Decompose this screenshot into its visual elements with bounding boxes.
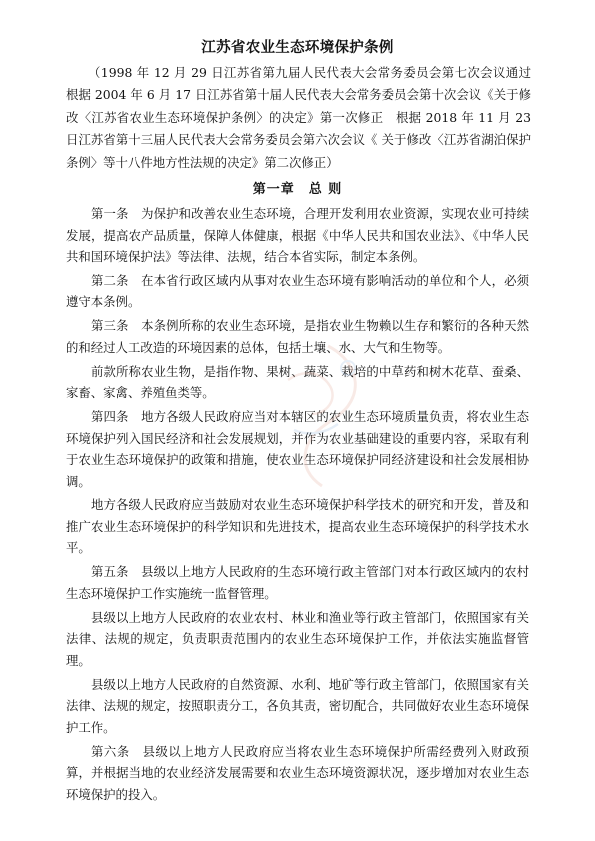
article-3: 第三条 本条例所称的农业生态环境，是指农业生物赖以生存和繁衍的各种天然的和经过人工改造的环境因素的总体，包括土壤、水、大气和生物等。: [66, 318, 529, 355]
amendment-note-text: （1998 年 12 月 29 日江苏省第九届人民代表大会常务委员会第七次会议通过 根据 2004 年 6 月 17 日江苏省第十届人民代表大会常务委员会第十次会议《关于修改〈江苏省农业生态环境保护条例〉的决定》第一次修正 根据 2018 年 11 月 23 日江苏省第十三届人民代表大会常务委员会第六次会议《 关于修改〈江苏省湖泊保护条例〉等十八件地方性法规的决定》第二次修正）: [66, 65, 544, 170]
document-body: [66, 203, 529, 807]
document-title: 江苏省农业生态环境保护条例: [201, 40, 394, 56]
article-4-paragraph-2: 地方各级人民政府应当鼓励对农业生态环境保护科学技术的研究和开发，普及和推广农业生态环境保护的科学知识和先进技术，提高农业生态环境保护的科学技术水平。: [66, 497, 529, 556]
article-2: 第二条 在本省行政区域内从事对农业生态环境有影响活动的单位和个人，必须遵守本条例。: [66, 272, 529, 310]
article-1: 第一条 为保护和改善农业生态环境，合理开发利用农业资源，实现农业可持续发展，提高农产品质量，保障人体健康，根据《中华人民共和国农业法》、《中华人民共和国环境保护法》等法律、法规，结合本省实际，制定本条例。: [66, 206, 529, 264]
article-5-paragraph-2: 县级以上地方人民政府的农业农村、林业和渔业等行政主管部门，依照国家有关法律、法规的规定，负责职责范围内的农业生态环境保护工作，并依法实施监督管理。: [66, 609, 529, 668]
chapter-heading: 第一章 总 则: [252, 182, 343, 197]
article-5-paragraph-3: 县级以上地方人民政府的自然资源、水利、地矿等行政主管部门，依照国家有关法律、法规的规定，按照职责分工，各负其责，密切配合，共同做好农业生态环境保护工作。: [66, 676, 529, 735]
article-4: 第四条 地方各级人民政府应当对本辖区的农业生态环境质量负责，将农业生态环境保护列入国民经济和社会发展规划，并作为农业基础建设的重要内容，采取有利于农业生态环境保护的政策和措施，使农业生态环境保护同经济建设和社会发展相协调。: [66, 409, 529, 489]
amendment-note: [66, 62, 544, 174]
article-3-paragraph-2: 前款所称农业生物，是指作物、果树、蔬菜、栽培的中草药和树木花草、蚕桑、家畜、家禽、养殖鱼类等。: [66, 363, 529, 401]
article-5: 第五条 县级以上地方人民政府的生态环境行政主管部门对本行政区域内的农村生态环境保护工作实施统一监督管理。: [66, 564, 529, 601]
article-6: 第六条 县级以上地方人民政府应当将农业生态环境保护所需经费列入财政预算，并根据当地的农业经济发展需要和农业生态环境资源状况，逐步增加对农业生态环境保护的投入。: [66, 743, 529, 802]
